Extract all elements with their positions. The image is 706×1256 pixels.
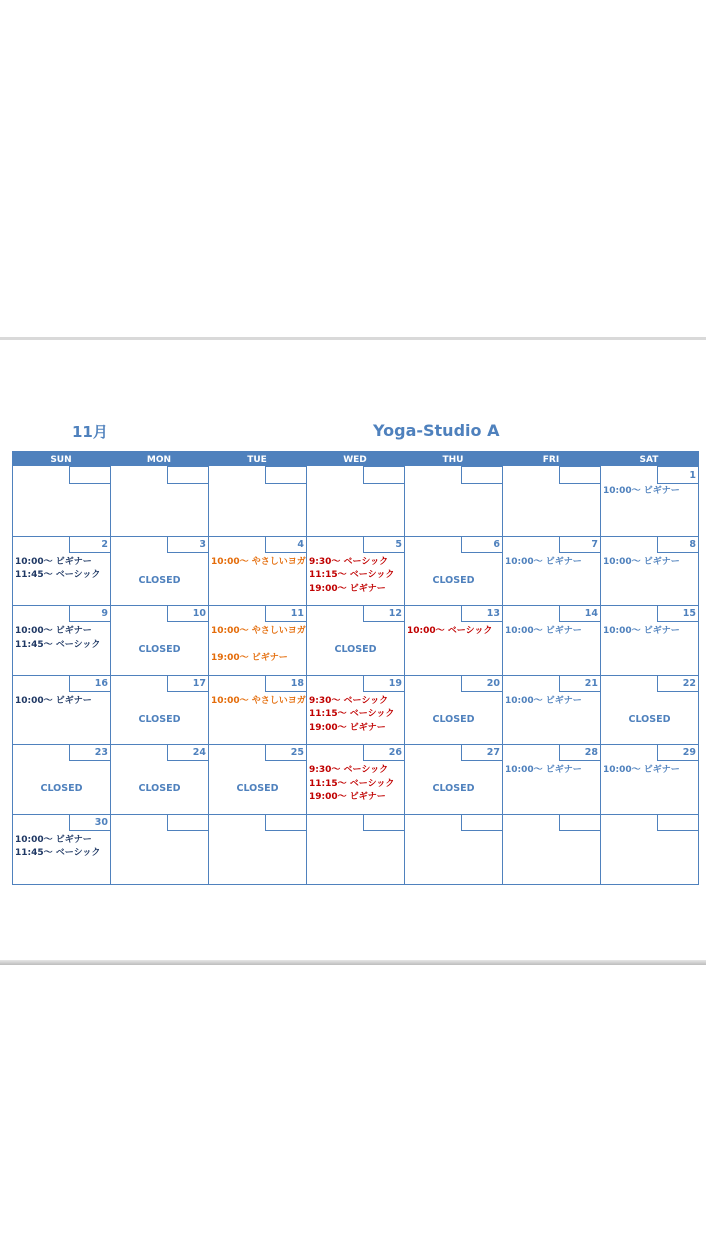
session-list [407,625,500,639]
class-session: 10:00～ ビギナー [603,486,680,496]
day-cell [307,744,405,814]
day-cell [111,536,209,606]
class-session: 10:00～ ビギナー [603,626,680,637]
top-divider [0,337,706,340]
day-number: 7 [559,536,601,553]
class-session: 9:30～ ベーシック [309,765,389,776]
day-cell [601,814,699,884]
day-cell [13,675,111,745]
day-cell [209,536,307,606]
day-cell [111,675,209,745]
day-number: 23 [69,744,111,761]
class-session: 11:15～ ベーシック [309,709,395,720]
day-cell [307,536,405,606]
day-cell [13,605,111,675]
day-number: 22 [657,675,699,692]
day-number: 20 [461,675,503,692]
class-session: 10:00～ ビギナー [15,556,92,567]
closed-label: CLOSED [138,644,181,656]
class-session: 10:00～ やさしいヨガ [211,556,306,567]
day-number: 19 [363,675,405,692]
class-session: 10:00～ ビギナー [505,695,582,706]
day-number: 9 [69,605,111,622]
day-cell [111,814,209,884]
session-list [309,764,402,805]
closed-label: CLOSED [334,644,377,656]
day-number: 11 [265,605,307,622]
session-list [211,625,304,666]
month-title: 11月 [72,423,108,441]
session-list [603,764,696,778]
class-session: 19:00～ ビギナー [309,722,386,733]
day-cell [405,605,503,675]
weekday-header [12,451,699,466]
day-number: 18 [265,675,307,692]
day-cell [13,814,111,884]
day-number [265,814,307,831]
day-cell [13,744,111,814]
class-session: 10:00～ ビギナー [505,765,582,776]
day-number: 4 [265,536,307,553]
day-cell [111,605,209,675]
class-session: 11:45～ ベーシック [15,639,101,650]
day-cell [209,814,307,884]
day-number [461,814,503,831]
day-number [69,466,111,484]
closed-label: CLOSED [628,713,671,725]
day-number: 15 [657,605,699,622]
day-number: 6 [461,536,503,553]
class-session: 10:00～ ビギナー [505,626,582,637]
day-cell [503,605,601,675]
day-cell [307,675,405,745]
weekday-sat: SAT [639,455,659,465]
class-session: 19:00～ ビギナー [309,792,386,803]
weekday-wed: WED [343,455,367,465]
day-number [167,466,209,484]
class-session: 9:30～ ベーシック [309,556,389,567]
closed-label: CLOSED [138,783,181,795]
day-cell [111,466,209,536]
class-session: 11:45～ ベーシック [15,848,101,859]
closed-label: CLOSED [432,574,475,586]
session-list [505,764,598,778]
class-session: 11:45～ ベーシック [15,570,101,581]
session-list [505,556,598,570]
session-list [309,556,402,597]
day-number: 21 [559,675,601,692]
calendar [12,451,699,884]
day-number: 12 [363,605,405,622]
class-session: 9:30～ ベーシック [309,695,389,706]
weekday-tue: TUE [247,455,267,465]
session-list [211,695,304,709]
day-number: 3 [167,536,209,553]
day-cell [111,744,209,814]
day-number: 27 [461,744,503,761]
day-cell [405,536,503,606]
session-list [603,556,696,570]
day-number: 28 [559,744,601,761]
class-session: 10:00～ ビギナー [15,695,92,706]
day-cell [209,675,307,745]
day-number: 17 [167,675,209,692]
day-cell [307,814,405,884]
day-number [363,466,405,484]
class-session: 10:00～ ビギナー [505,556,582,567]
class-session: 10:00～ ビギナー [603,765,680,776]
day-cell [405,744,503,814]
day-cell [503,466,601,536]
day-number: 24 [167,744,209,761]
day-cell [405,466,503,536]
day-number [657,814,699,831]
class-session: 10:00～ やさしいヨガ [211,626,306,637]
session-list [15,556,108,583]
day-number [363,814,405,831]
day-cell [503,675,601,745]
session-list [603,485,696,499]
class-session: 10:00～ ビギナー [603,556,680,567]
class-session: 19:00～ ビギナー [211,653,288,664]
day-number: 25 [265,744,307,761]
session-list [211,556,304,570]
session-list [15,695,108,709]
class-session: 10:00～ やさしいヨガ [211,695,306,706]
day-number [461,466,503,484]
day-number: 30 [69,814,111,831]
day-number: 10 [167,605,209,622]
day-cell [601,675,699,745]
day-cell [405,814,503,884]
day-number [559,466,601,484]
day-number: 1 [657,466,699,484]
day-cell [601,466,699,536]
day-cell [209,605,307,675]
day-number: 13 [461,605,503,622]
session-list [505,625,598,639]
day-number [265,466,307,484]
day-number: 2 [69,536,111,553]
session-list [603,625,696,639]
studio-title: Yoga-Studio A [373,421,500,440]
day-cell [307,605,405,675]
day-cell [307,466,405,536]
closed-label: CLOSED [432,713,475,725]
weekday-fri: FRI [542,455,560,465]
day-number: 5 [363,536,405,553]
day-number: 8 [657,536,699,553]
session-list [309,695,402,736]
weekday-mon: MON [146,455,172,465]
day-number [559,814,601,831]
day-number [167,814,209,831]
day-cell [601,605,699,675]
day-cell [13,536,111,606]
day-cell [503,536,601,606]
day-cell [209,744,307,814]
closed-label: CLOSED [40,783,83,795]
session-list [505,695,598,709]
weekday-thu: THU [442,455,464,465]
weekday-sun: SUN [50,455,72,465]
day-cell [503,744,601,814]
day-number: 16 [69,675,111,692]
calendar-grid [12,466,699,885]
day-cell [601,536,699,606]
day-number: 26 [363,744,405,761]
day-number: 14 [559,605,601,622]
day-cell [209,466,307,536]
class-session: 19:00～ ビギナー [309,583,386,594]
day-cell [405,675,503,745]
class-session: 11:15～ ベーシック [309,778,395,789]
day-number: 29 [657,744,699,761]
day-cell [503,814,601,884]
class-session: 10:00～ ビギナー [15,626,92,637]
class-session: 10:00～ ベーシック [407,626,493,637]
closed-label: CLOSED [236,783,279,795]
day-cell [601,744,699,814]
closed-label: CLOSED [138,574,181,586]
day-cell [13,466,111,536]
session-list [15,625,108,652]
closed-label: CLOSED [432,783,475,795]
bottom-divider [0,960,706,965]
closed-label: CLOSED [138,713,181,725]
session-list [15,834,108,861]
class-session: 11:15～ ベーシック [309,570,395,581]
class-session: 10:00～ ビギナー [15,834,92,845]
